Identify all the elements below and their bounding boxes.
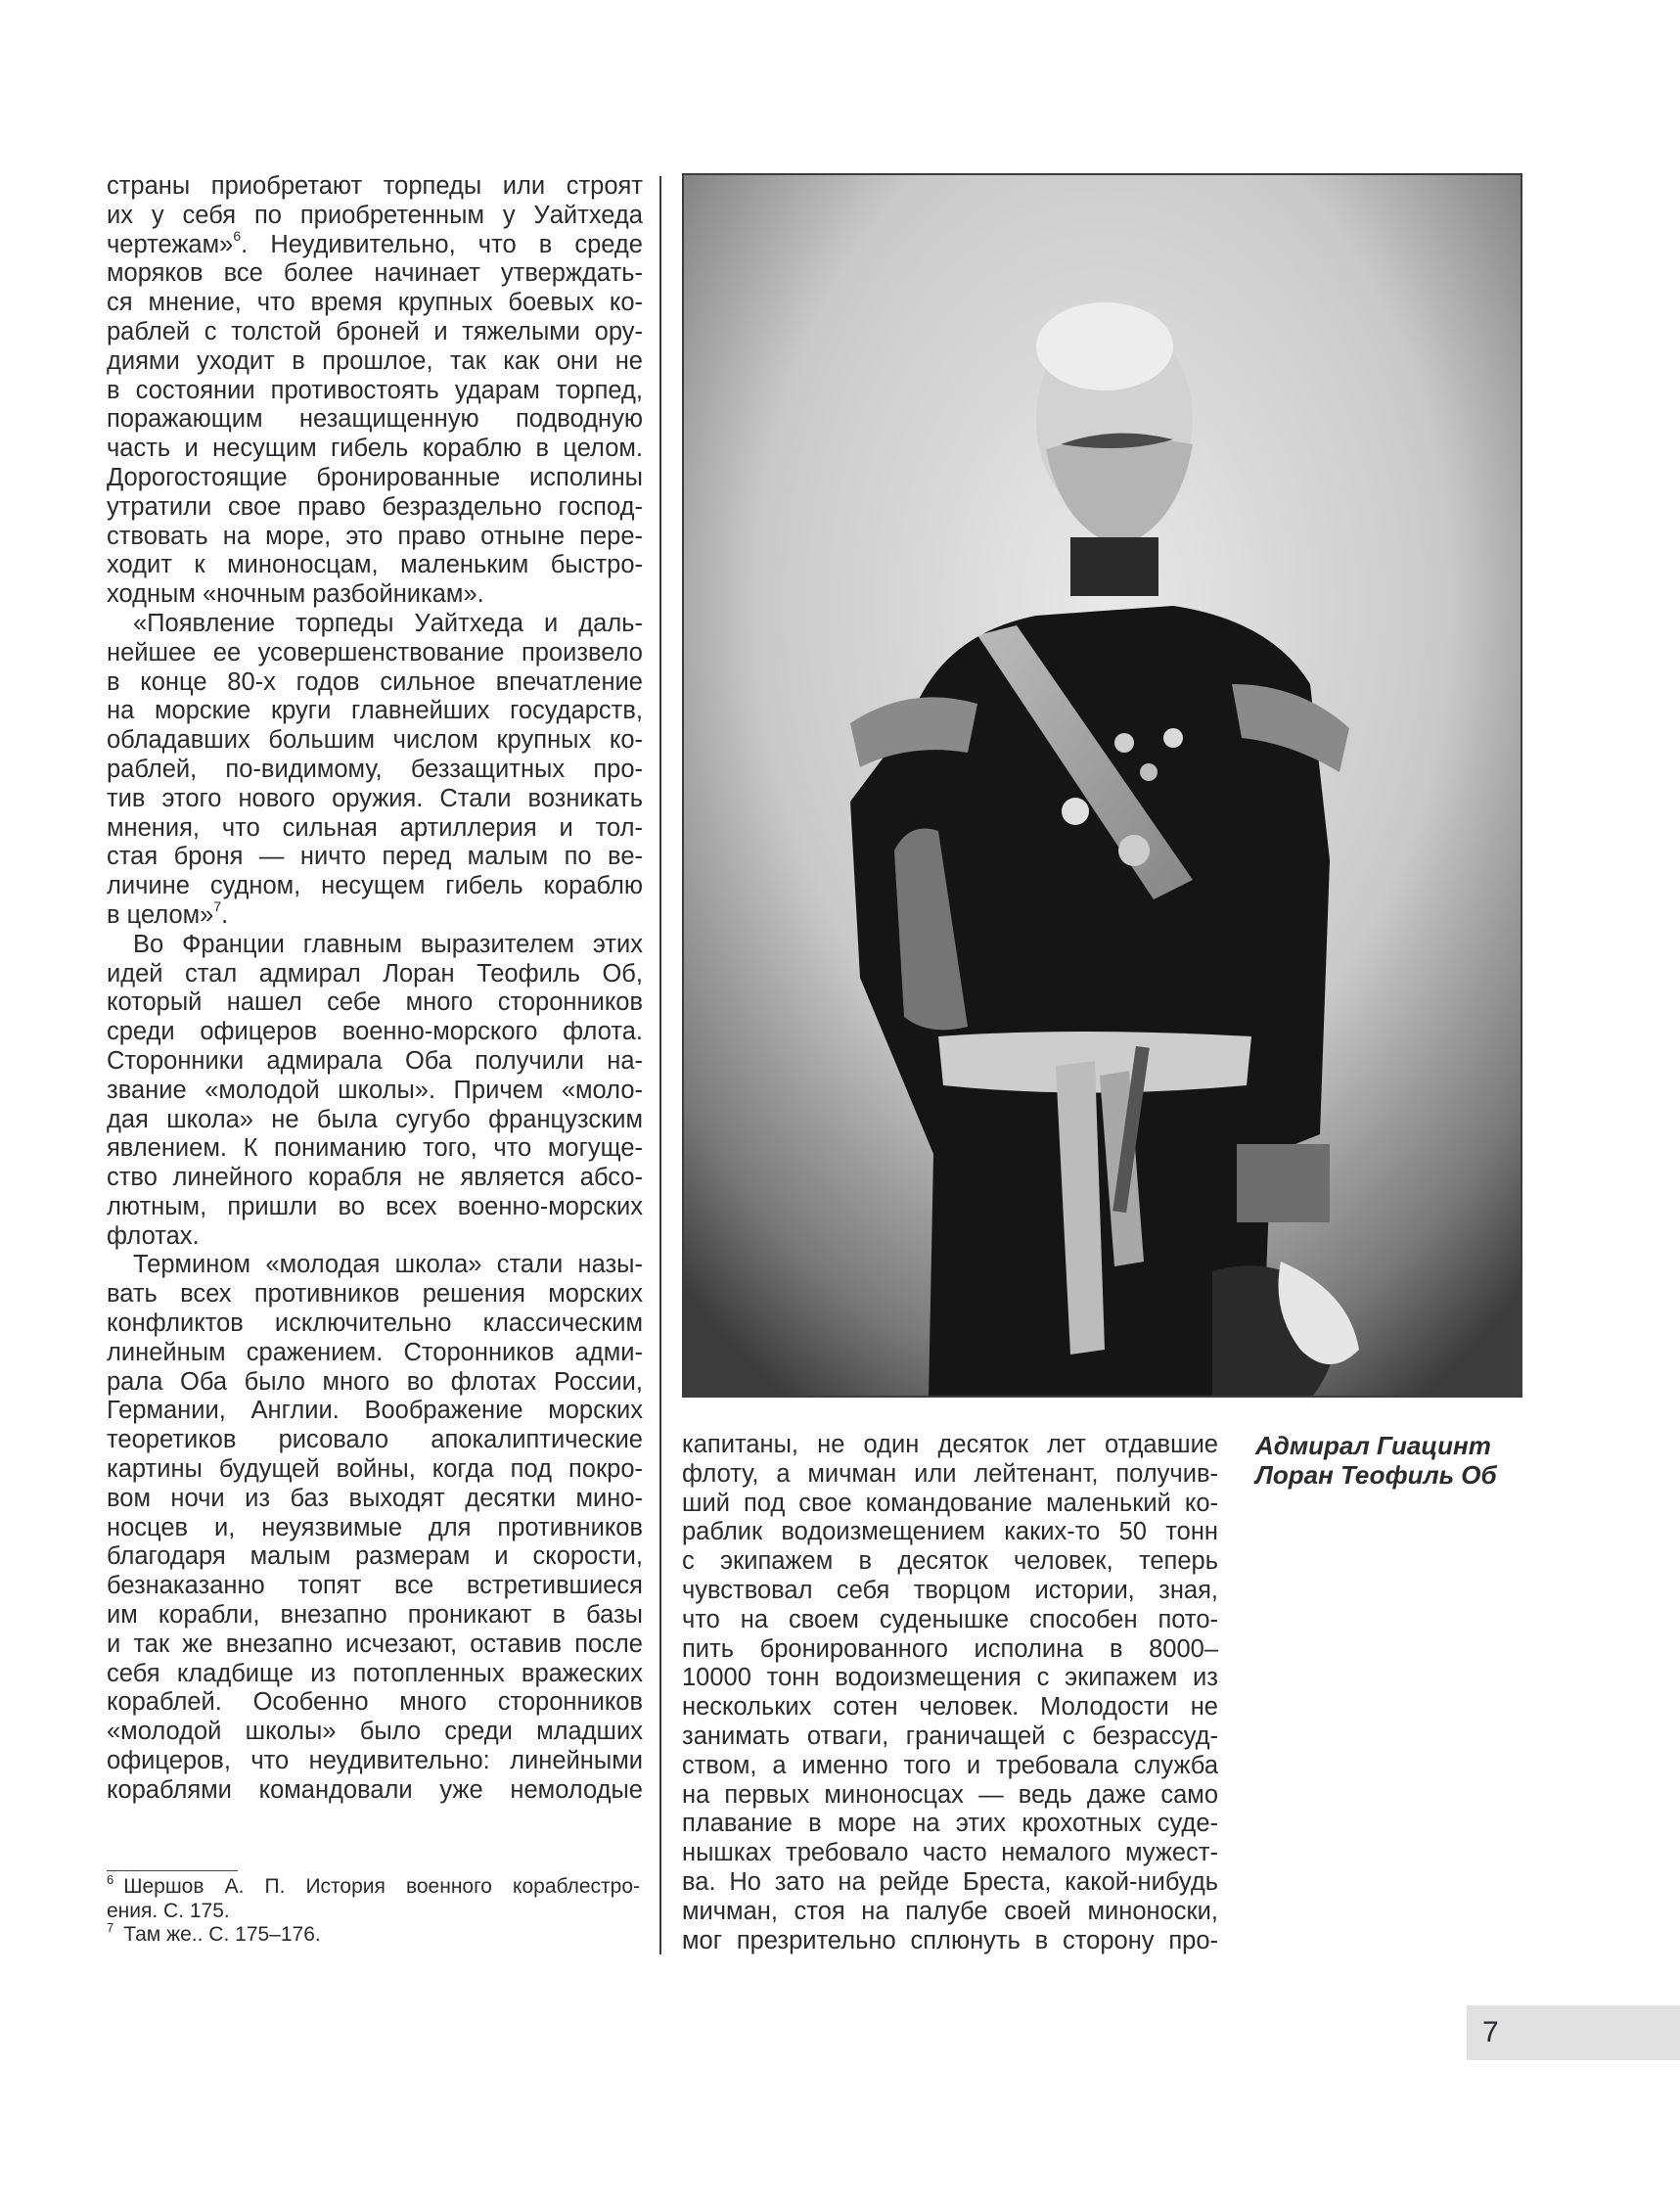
text-line: капитаны, не один десяток лет отдавшие: [682, 1431, 1218, 1458]
footnote-separator: [107, 1870, 238, 1871]
footnote-ref-7[interactable]: 7: [213, 898, 222, 915]
text-line: кораблей. Особенно много сторонников: [107, 1688, 643, 1717]
text-line: благодаря малым размерам и скорости,: [107, 1542, 643, 1571]
page-number-box: [1467, 2005, 1680, 2060]
text-line: безнаказанно топят все встретившиеся: [107, 1572, 643, 1600]
footnote-7: $^7$ Там же.. С. 175–176.: [107, 1920, 321, 1946]
footnote-ref-6[interactable]: 6: [233, 228, 242, 245]
text-line: часть и несущим гибель кораблю в целом.: [107, 435, 643, 463]
text-line: теоретиков рисовало апокалиптические: [107, 1426, 643, 1454]
text-line: который нашел себе много сторонников: [107, 988, 643, 1017]
text-line: лютным, пришли во всех военно-морских: [107, 1192, 643, 1220]
text-line: в состоянии противостоять ударам торпед,: [107, 376, 643, 404]
text-line: Во Франции главным выразителем этих: [133, 930, 643, 958]
text-line: «Появление торпеды Уайтхеда и даль-: [133, 609, 643, 637]
text-line: на первых миноносцах — ведь даже само: [682, 1780, 1218, 1809]
text-line: ством, а именно того и требовала служба: [682, 1751, 1218, 1779]
text-line: раблей, по-видимому, беззащитных про-: [107, 755, 643, 783]
caption-line: Лоран Теофиль Об: [1255, 1460, 1497, 1490]
footnote-6: $^6$ Шершов А. П. История военного кораблестро-: [107, 1872, 640, 1898]
text-line: дая школа» не была сугубо французским: [107, 1105, 643, 1133]
text-line: среди офицеров военно-морского флота.: [107, 1018, 643, 1046]
text-line: и так же внезапно исчезают, оставив после: [107, 1630, 643, 1658]
text-line: нейшее ее усовершенствование произвело: [107, 638, 643, 666]
text-line: стая броня — ничто перед малым по ве-: [107, 843, 643, 871]
text-line: кораблями командовали уже немолодые: [107, 1775, 643, 1804]
text-line: ходит к миноносцам, маленьким быстро-: [107, 551, 643, 579]
text-line: мог презрительно сплюнуть в сторону про-: [682, 1926, 1218, 1954]
text-line: явлением. К пониманию того, что могуще-: [107, 1134, 643, 1163]
text-line: обладавших большим числом крупных ко-: [107, 726, 643, 755]
text-line: рала Оба было много во флотах России,: [107, 1367, 643, 1396]
footnotes: [107, 1872, 640, 1948]
text-line: звание «молодой школы». Причем «моло-: [107, 1076, 643, 1104]
text-line: картины будущей войны, когда под покро-: [107, 1455, 643, 1484]
portrait-illustration: [684, 175, 1522, 1398]
text-line: ший под свое командование маленький ко-: [682, 1489, 1218, 1517]
text-line: Германии, Англии. Воображение морских: [107, 1397, 643, 1425]
text-line: 10000 тонн водоизмещения с экипажем из: [682, 1664, 1218, 1692]
text-line: им корабли, внезапно проникают в базы: [107, 1601, 643, 1630]
text-line: офицеров, что неудивительно: линейными: [107, 1747, 643, 1775]
text-line: вом ночи из баз выходят десятки мино-: [107, 1484, 643, 1512]
text-line: нышках требовало часто немалого мужест-: [682, 1839, 1218, 1867]
text-line: вать всех противников решения морских: [107, 1280, 643, 1309]
text-line: ва. Но зато на рейде Бреста, какой-нибудь: [682, 1867, 1218, 1896]
caption-line: Адмирал Гиацинт: [1255, 1431, 1491, 1460]
text-line: Дорогостоящие бронированные исполины: [107, 463, 643, 491]
text-line: ство линейного корабля не является абсо-: [107, 1164, 643, 1192]
text-line: с экипажем в десяток человек, теперь: [682, 1547, 1218, 1576]
column-divider: [659, 176, 661, 1954]
text-line: плавание в море на этих крохотных суде-: [682, 1810, 1218, 1838]
text-line: диями уходит в прошлое, так как они не: [107, 346, 643, 375]
text-line: на морские круги главнейших государств,: [107, 697, 643, 725]
text-line: раблей с толстой броней и тяжелыми ору-: [107, 317, 643, 345]
text-line: их у себя по приобретенным у Уайтхеда: [107, 201, 643, 229]
text-line: моряков все более начинает утверждать-: [107, 259, 643, 288]
text-line: флоту, а мичман или лейтенант, получив-: [682, 1459, 1218, 1488]
footnote-number: 7: [107, 1920, 114, 1935]
text-line: идей стал адмирал Лоран Теофиль Об,: [107, 959, 643, 988]
text-line: флотах.: [107, 1221, 200, 1250]
text-line: что на своем суденышке способен пото-: [682, 1605, 1218, 1633]
text-line: ся мнение, что время крупных боевых ко-: [107, 289, 643, 317]
text-line: Сторонники адмирала Оба получили на-: [107, 1046, 643, 1075]
footnote-6-continued: ения. С. 175.: [107, 1899, 230, 1922]
text-line: в конце 80-х годов сильное впечатление: [107, 667, 643, 696]
text-line: себя кладбище из потопленных вражеских: [107, 1659, 643, 1687]
text-line: занимать отваги, граничащей с безрассуд-: [682, 1722, 1218, 1750]
text-line: личине судном, несущем гибель кораблю: [107, 872, 643, 900]
page-number: 7: [1482, 2016, 1499, 2048]
text-line: Термином «молодая школа» стали назы-: [133, 1251, 643, 1279]
text-line: чувствовал себя творцом истории, зная,: [682, 1576, 1218, 1604]
text-line: мнения, что сильная артиллерия и тол-: [107, 813, 643, 842]
text-line: конфликтов исключительно классическим: [107, 1309, 643, 1338]
text-line: поражающим незащищенную подводную: [107, 405, 643, 434]
text-line: «молодой школы» было среди младших: [107, 1718, 643, 1746]
text-line: ходным «ночным разбойникам».: [107, 580, 484, 609]
text-line: пить бронированного исполина в 8000–: [682, 1634, 1218, 1663]
text-line: нескольких сотен человек. Молодости не: [682, 1693, 1218, 1722]
text-line: мичман, стоя на палубе своей миноноски,: [682, 1897, 1218, 1925]
admiral-portrait-photo: [682, 173, 1522, 1398]
footnote-number: 6: [107, 1872, 114, 1887]
text-line: тив этого нового оружия. Стали возникать: [107, 784, 643, 812]
left-text-column: [107, 172, 643, 1806]
right-text-column: [682, 1431, 1218, 1955]
text-line: ствовать на море, это право отныне пере-: [107, 522, 643, 550]
text-line: раблик водоизмещением каких-то 50 тонн: [682, 1518, 1218, 1546]
photo-caption: [1255, 1431, 1497, 1490]
text-line: чертежам»$^6$. Неудивительно, что в среде: [107, 228, 643, 258]
text-line: утратили свое право безраздельно господ-: [107, 492, 643, 521]
text-line: носцев и, неуязвимые для противников: [107, 1513, 643, 1541]
text-line: линейным сражением. Сторонников адми-: [107, 1338, 643, 1366]
text-line: страны приобретают торпеды или строят: [107, 172, 643, 200]
text-line: в целом»$^7$.: [107, 898, 229, 929]
